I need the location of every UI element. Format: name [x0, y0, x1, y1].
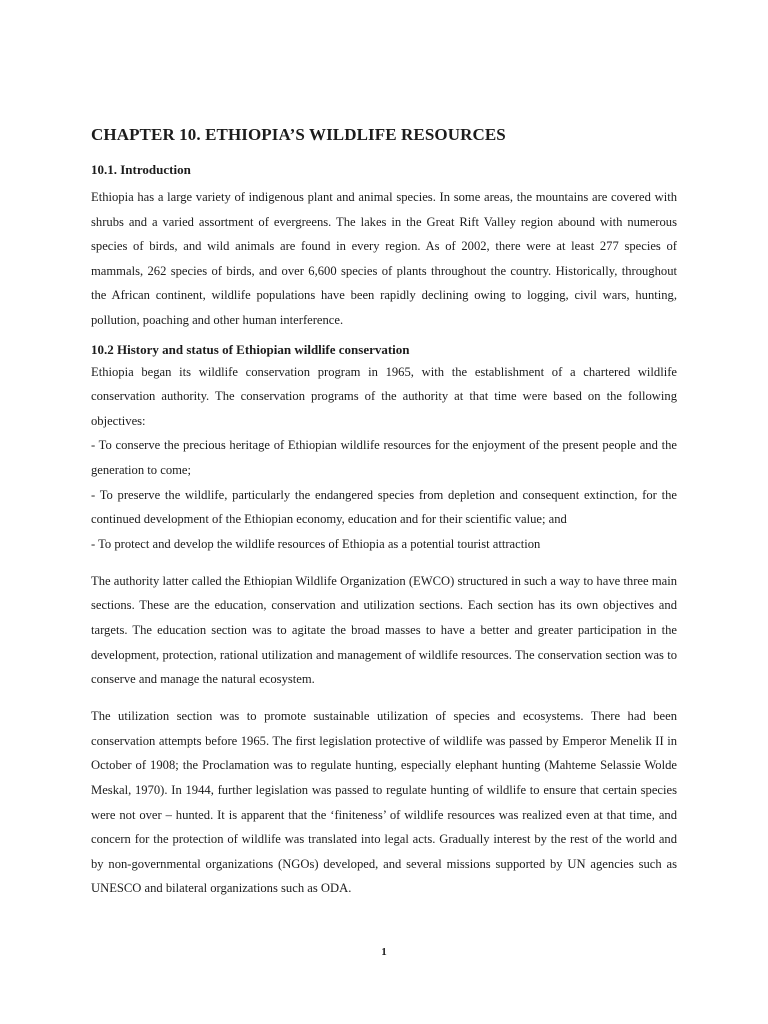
page-number: 1	[381, 946, 387, 958]
section-heading-introduction: 10.1. Introduction	[91, 162, 191, 177]
paragraph-gap	[91, 692, 677, 705]
objective-item-2: - To preserve the wildlife, particularly the endangered species from depletion and consequent extinction, for the continued development of the Ethiopian economy, education and for their scientific value; and	[91, 487, 677, 527]
paragraph-ewco: The authority latter called the Ethiopian Wildlife Organization (EWCO) structured in such a way to have three main sections. These are the education, conservation and utilization sections. Each section has its own objectives and targets. The education section was to agitate the broad masses to have a better and greater participation in the development, protection, rational utilization and management of wildlife resources. The conservation section was to conserve and manage the natural ecosystem.	[91, 573, 677, 687]
objective-item-3: - To protect and develop the wildlife resources of Ethiopia as a potential tourist attraction	[91, 536, 541, 551]
page-content	[91, 124, 677, 901]
paragraph-history-intro: Ethiopia began its wildlife conservation program in 1965, with the establishment of a chartered wildlife conservation authority. The conservation programs of the authority at that time were based on the following objectives:	[91, 364, 677, 428]
chapter-title: CHAPTER 10. ETHIOPIA’S WILDLIFE RESOURCES	[91, 125, 506, 144]
objective-item-1: - To conserve the precious heritage of Ethiopian wildlife resources for the enjoyment of the present people and the generation to come;	[91, 438, 677, 477]
paragraph-utilization: The utilization section was to promote sustainable utilization of species and ecosystems. There had been conservation attempts before 1965. The first legislation protective of wildlife was passed by Emperor Menelik II in October of 1908; the Proclamation was to regulate hunting, especially elephant hunting (Mahteme Selassie Wolde Meskal, 1970). In 1944, further legislation was passed to regulate hunting of wildlife to ensure that certain species were not over – hunted. It is apparent that the ‘finiteness’ of wildlife resources was realized even at that time, and concern for the protection of wildlife was translated into legal acts. Gradually interest by the rest of the world and by non-governmental organizations (NGOs) developed, and several missions supported by UN agencies such as UNESCO and bilateral organizations such as ODA.	[91, 709, 677, 896]
paragraph-gap	[91, 556, 677, 569]
section-heading-history: 10.2 History and status of Ethiopian wildlife conservation	[91, 341, 410, 357]
paragraph-introduction: Ethiopia has a large variety of indigenous plant and animal species. In some areas, the mountains are covered with shrubs and a varied assortment of evergreens. The lakes in the Great Rift Valley region abound with numerous species of birds, and wild animals are found in every region. As of 2002, there were at least 277 species of mammals, 262 species of birds, and over 6,600 species of plants throughout the country. Historically, throughout the African continent, wildlife populations have been rapidly declining owing to logging, civil wars, hunting, pollution, poaching and other human interference.	[91, 190, 677, 327]
